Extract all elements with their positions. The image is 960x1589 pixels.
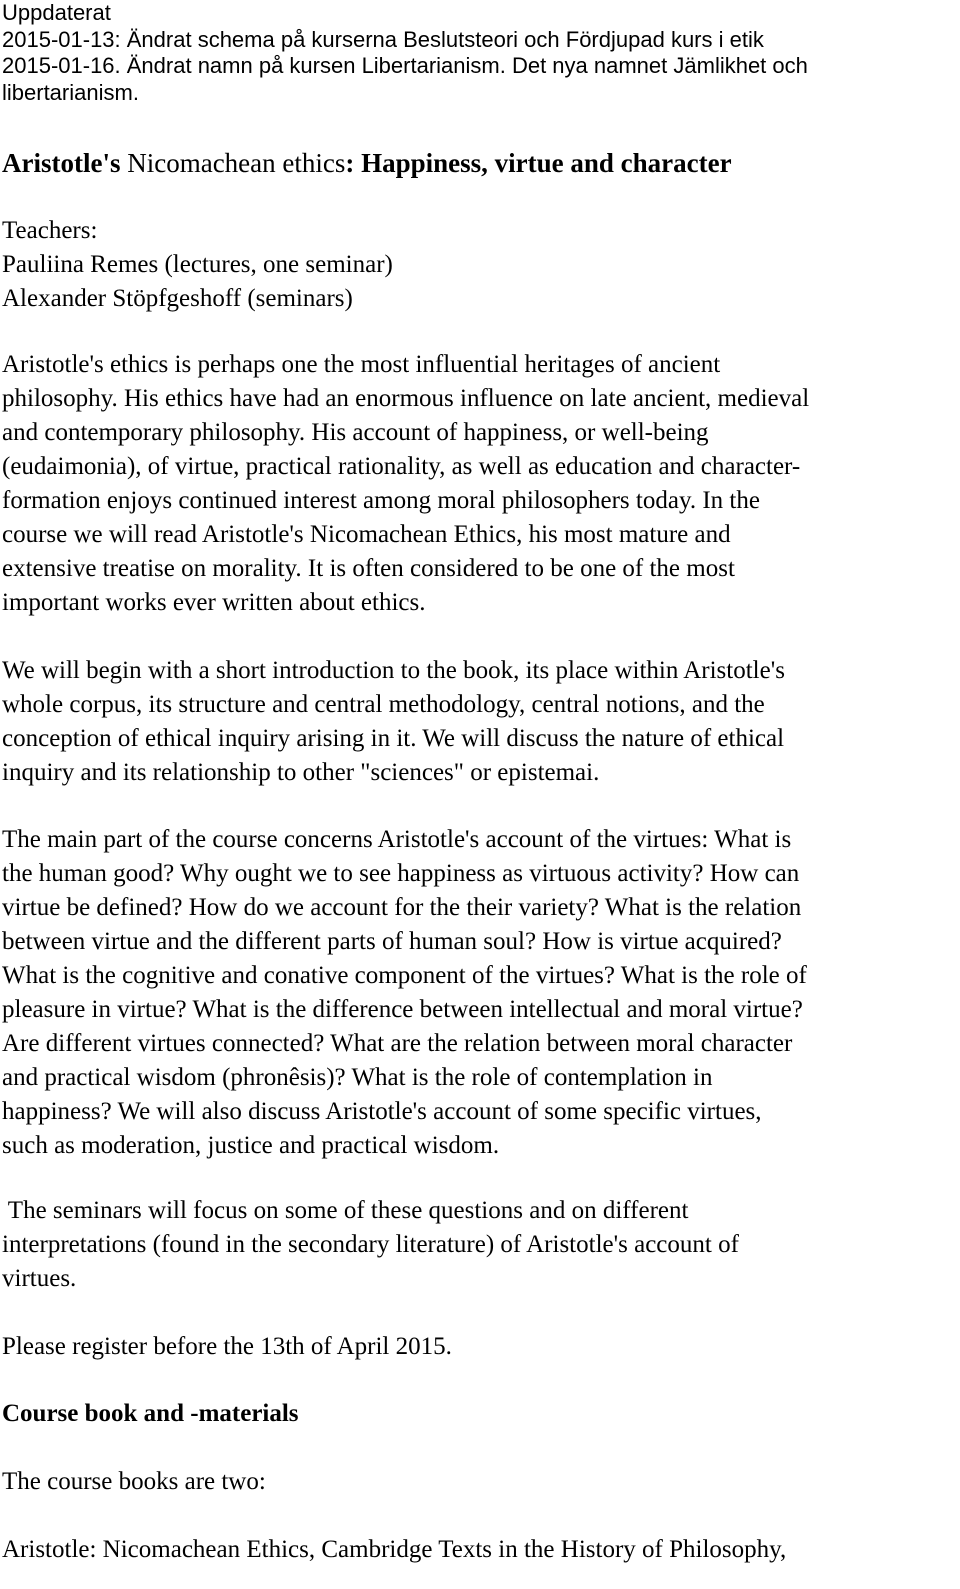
- main-line: Are different virtues connected? What are the relation between moral character: [2, 1030, 793, 1057]
- intro-line: formation enjoys continued interest among moral philosophers today. In the: [2, 487, 760, 514]
- main-line: What is the cognitive and conative component of the virtues? What is the role of: [2, 962, 807, 989]
- course-title-work: Nicomachean ethics: [120, 148, 346, 178]
- update-notice: [2, 0, 952, 106]
- materials-heading: Course book and -materials: [2, 1400, 299, 1427]
- teacher-remes: Pauliina Remes (lectures, one seminar): [2, 251, 393, 278]
- main-line: such as moderation, justice and practical wisdom.: [2, 1132, 500, 1159]
- intro-line: course we will read Aristotle's Nicomachean Ethics, his most mature and: [2, 521, 731, 548]
- main-line: the human good? Why ought we to see happiness as virtuous activity? How can: [2, 860, 800, 887]
- books-intro: The course books are two:: [2, 1468, 266, 1495]
- begin-line: conception of ethical inquiry arising in it. We will discuss the nature of ethical: [2, 725, 785, 752]
- intro-line: Aristotle's ethics is perhaps one the most influential heritages of ancient: [2, 351, 721, 378]
- teachers-section: [2, 214, 952, 316]
- intro-line: philosophy. His ethics have had an enormous influence on late ancient, medieval: [2, 385, 810, 412]
- update-line-2: 2015-01-16. Ändrat namn på kursen Libertarianism. Det nya namnet Jämlikhet och: [2, 53, 808, 78]
- main-line: happiness? We will also discuss Aristotle's account of some specific virtues,: [2, 1098, 762, 1125]
- main-line: pleasure in virtue? What is the difference between intellectual and moral virtue?: [2, 996, 803, 1023]
- introduction-paragraph: [2, 654, 954, 790]
- intro-line: (eudaimonia), of virtue, practical rationality, as well as education and character-: [2, 453, 801, 480]
- main-line: between virtue and the different parts of human soul? How is virtue acquired?: [2, 928, 782, 955]
- update-line-1: 2015-01-13: Ändrat schema på kurserna Beslutsteori och Fördjupad kurs i etik: [2, 26, 764, 52]
- intro-line: and contemporary philosophy. His account of happiness, or well-being: [2, 419, 709, 446]
- course-title: [2, 145, 732, 181]
- seminars-line: virtues.: [2, 1265, 77, 1292]
- course-title-author: Aristotle's: [2, 148, 121, 178]
- intro-line: extensive treatise on morality. It is often considered to be one of the most: [2, 555, 735, 582]
- book-entry: Aristotle: Nicomachean Ethics, Cambridge Texts in the History of Philosophy,: [2, 1536, 787, 1563]
- registration-notice: Please register before the 13th of April 2015.: [2, 1333, 452, 1360]
- seminars-line: interpretations (found in the secondary literature) of Aristotle's account of: [2, 1231, 739, 1258]
- intro-paragraph: [2, 348, 954, 620]
- main-line: virtue be defined? How do we account for the their variety? What is the relation: [2, 894, 802, 921]
- main-part-paragraph: [2, 823, 954, 1163]
- main-line: The main part of the course concerns Aristotle's account of the virtues: What is: [2, 826, 792, 853]
- begin-line: inquiry and its relationship to other "sciences" or epistemai.: [2, 759, 600, 786]
- course-title-subtitle: : Happiness, virtue and character: [345, 148, 732, 178]
- update-heading: Uppdaterat: [2, 0, 111, 25]
- teacher-stopfgeshoff: Alexander Stöpfgeshoff (seminars): [2, 285, 353, 312]
- begin-line: whole corpus, its structure and central methodology, central notions, and the: [2, 691, 765, 718]
- main-line: and practical wisdom (phronêsis)? What is the role of contemplation in: [2, 1064, 713, 1091]
- update-line-3: libertarianism.: [2, 79, 139, 105]
- seminars-line: The seminars will focus on some of these questions and on different: [2, 1197, 689, 1224]
- seminars-paragraph: [2, 1194, 954, 1296]
- intro-line: important works ever written about ethics.: [2, 589, 426, 616]
- teachers-label: Teachers:: [2, 217, 98, 244]
- begin-line: We will begin with a short introduction to the book, its place within Aristotle's: [2, 657, 785, 684]
